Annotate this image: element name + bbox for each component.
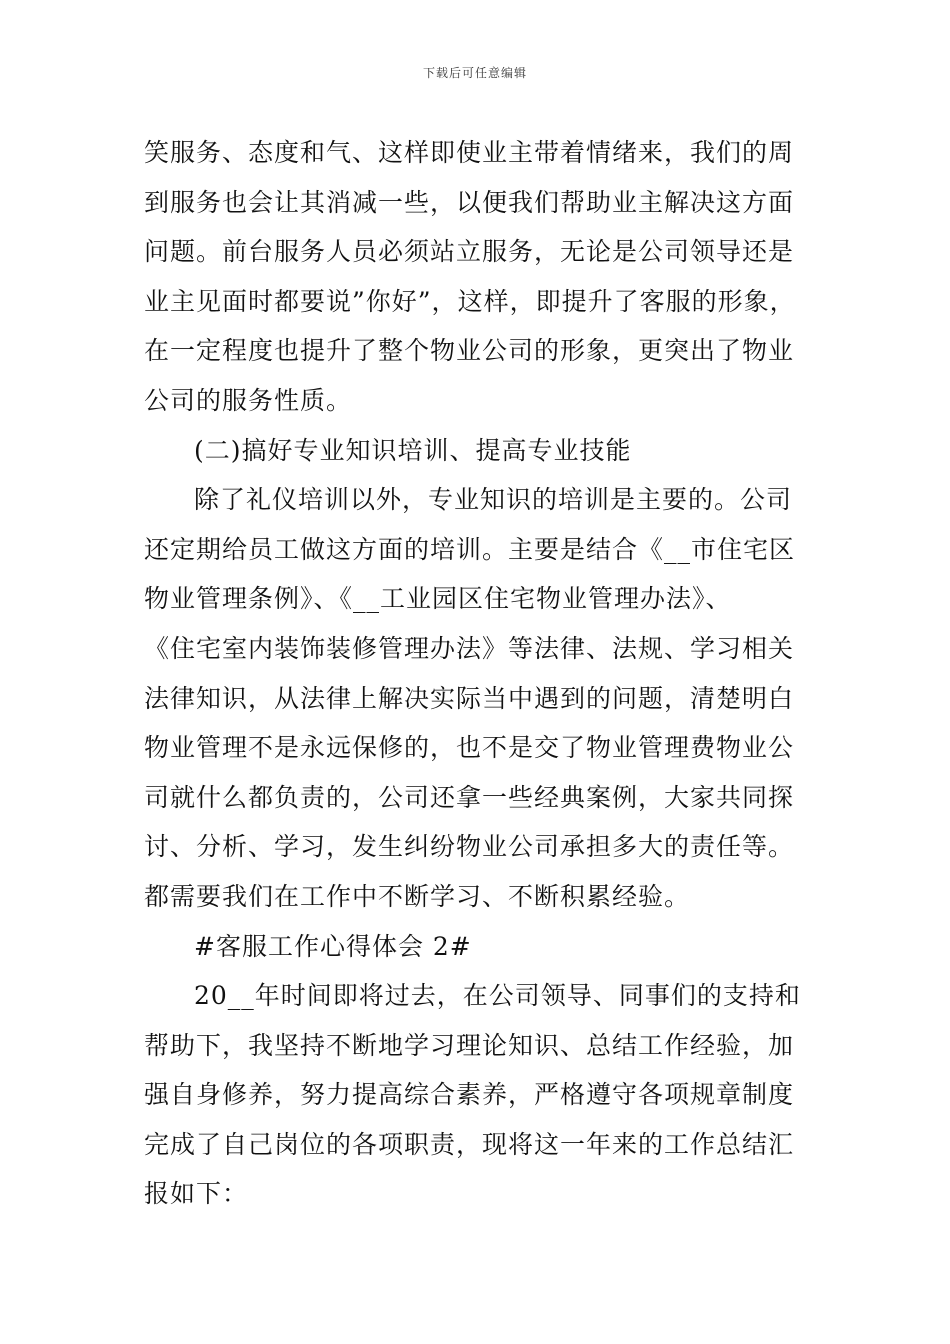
text-line: 到服务也会让其消减一些，以便我们帮助业主解决这方面 <box>144 187 795 217</box>
text-line: 都需要我们在工作中不断学习、不断积累经验。 <box>144 881 691 911</box>
text-line: 物业管理不是永远保修的，也不是交了物业管理费物业公 <box>144 733 795 763</box>
text-line: 完成了自己岗位的各项职责，现将这一年来的工作总结汇 <box>144 1129 795 1159</box>
text-line: 在一定程度也提升了整个物业公司的形象，更突出了物业 <box>144 336 795 366</box>
text-line: 笑服务、态度和气、这样即使业主带着情绪来，我们的周 <box>144 138 795 167</box>
text-line: 讨、分析、学习，发生纠纷物业公司承担多大的责任等。 <box>144 832 795 862</box>
text-line: 帮助下，我坚持不断地学习理论知识、总结工作经验，加 <box>144 1030 795 1060</box>
text-line: 司就什么都负责的，公司还拿一些经典案例，大家共同探 <box>144 782 795 812</box>
text-line: 业主见面时都要说”你好”，这样，即提升了客服的形象， <box>144 286 796 316</box>
section-heading: #客服工作心得体会 2# <box>194 931 472 961</box>
text-line: 强自身修养，努力提高综合素养，严格遵守各项规章制度 <box>144 1080 795 1110</box>
text-line: 《住宅室内装饰装修管理办法》等法律、法规、学习相关 <box>144 633 795 663</box>
text-line: 物业管理条例》、《__工业园区住宅物业管理办法》、 <box>144 584 732 614</box>
text-line: 公司的服务性质。 <box>144 385 353 415</box>
section-heading: (二)搞好专业知识培训、提高专业技能 <box>194 435 632 465</box>
text-line: 还定期给员工做这方面的培训。主要是结合《__市住宅区 <box>144 534 796 564</box>
document-body <box>144 128 824 1219</box>
text-line: 法律知识，从法律上解决实际当中遇到的问题，清楚明白 <box>144 683 795 713</box>
text-line: 除了礼仪培训以外，专业知识的培训是主要的。公司 <box>194 485 793 515</box>
text-line: 20__年时间即将过去，在公司领导、同事们的支持和 <box>194 981 801 1011</box>
text-line: 报如下： <box>144 1179 249 1209</box>
text-line: 问题。前台服务人员必须站立服务，无论是公司领导还是 <box>144 237 795 267</box>
page-header-note: 下载后可任意编辑 <box>422 66 527 80</box>
